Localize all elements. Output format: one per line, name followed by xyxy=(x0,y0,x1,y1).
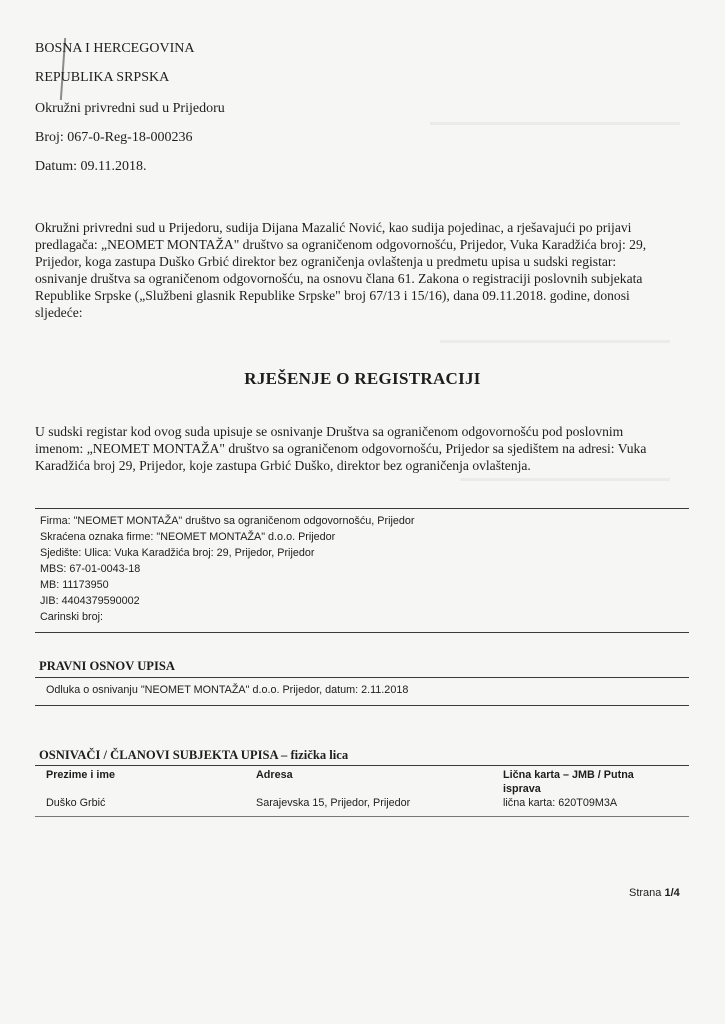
divider xyxy=(35,632,689,633)
court-name: Okružni privredni sud u Prijedoru xyxy=(35,101,225,116)
country-name: BOSNA I HERCEGOVINA xyxy=(35,41,195,56)
divider xyxy=(35,765,689,766)
company-short-name: Skraćena oznaka firme: "NEOMET MONTAŽA" d.o.o. Prijedor xyxy=(40,531,336,543)
decision-line: imenom: „NEOMET MONTAŽA" društvo sa ograničenom odgovornošću, Prijedor sa sjedištem na adresi: Vuka xyxy=(35,441,647,456)
intro-line: Republike Srpske („Službeni glasnik Republike Srpske" broj 67/13 i 15/16), dana 09.11.2018. godine, donosi xyxy=(35,288,630,303)
divider xyxy=(35,705,689,706)
divider xyxy=(35,816,689,817)
founder-address: Sarajevska 15, Prijedor, Prijedor xyxy=(256,797,411,809)
intro-line: predlagača: „NEOMET MONTAŽA" društvo sa ograničenom odgovornošću, Prijedor, Vuka Karadžića broj: 29, xyxy=(35,237,647,252)
company-customs-number: Carinski broj: xyxy=(40,611,103,623)
decision-line: U sudski registar kod ovog suda upisuje se osnivanje Društva sa ograničenom odgovornošću pod poslovnim xyxy=(35,424,624,439)
bleed-through-mark xyxy=(430,122,680,125)
page-number xyxy=(629,887,680,899)
divider xyxy=(35,677,689,678)
intro-line: Okružni privredni sud u Prijedoru, sudija Dijana Mazalić Nović, kao sudija pojedinac, a rješavajući po prijavi xyxy=(35,220,632,235)
founders-heading: OSNIVAČI / ČLANOVI SUBJEKTA UPISA – fizička lica xyxy=(39,748,349,762)
column-header-id: Lična karta – JMB / Putna xyxy=(503,769,634,781)
column-header-address: Adresa xyxy=(256,769,293,781)
entity-name: REPUBLIKA SRPSKA xyxy=(35,70,170,85)
company-mb: MB: 11173950 xyxy=(40,579,109,591)
company-jib: JIB: 4404379590002 xyxy=(40,595,140,607)
intro-paragraph xyxy=(35,219,688,321)
intro-line: Prijedor, koga zastupa Duško Grbić direktor bez ograničenja ovlaštenja u predmetu upisa u sudski registar: xyxy=(35,254,617,269)
page-label: Strana xyxy=(629,887,665,899)
founder-name: Duško Grbić xyxy=(46,797,106,809)
decision-title: RJEŠENJE O REGISTRACIJI xyxy=(244,369,481,388)
founder-id: lična karta: 620T09M3A xyxy=(503,797,618,809)
divider xyxy=(35,508,689,509)
case-number: Broj: 067-0-Reg-18-000236 xyxy=(35,130,193,145)
company-name: Firma: "NEOMET MONTAŽA" društvo sa ograničenom odgovornošću, Prijedor xyxy=(40,515,415,527)
page-count: 1/4 xyxy=(664,887,680,899)
decision-paragraph xyxy=(35,423,688,474)
legal-basis-text: Odluka o osnivanju "NEOMET MONTAŽA" d.o.o. Prijedor, datum: 2.11.2018 xyxy=(46,684,409,696)
bleed-through-mark xyxy=(440,340,670,343)
company-seat: Sjedište: Ulica: Vuka Karadžića broj: 29, Prijedor, Prijedor xyxy=(40,547,315,559)
company-mbs: MBS: 67-01-0043-18 xyxy=(40,563,141,575)
intro-line: osnivanje društva sa ograničenom odgovornošću, na osnovu člana 61. Zakona o registraciji poslovnih subjekata xyxy=(35,271,643,286)
column-header-id-continued: isprava xyxy=(503,783,541,795)
intro-line: sljedeće: xyxy=(35,305,83,320)
document-date: Datum: 09.11.2018. xyxy=(35,159,147,174)
column-header-name: Prezime i ime xyxy=(46,769,116,781)
legal-basis-heading: PRAVNI OSNOV UPISA xyxy=(39,659,175,673)
bleed-through-mark xyxy=(460,478,670,481)
decision-line: Karadžića broj 29, Prijedor, koje zastupa Grbić Duško, direktor bez ograničenja ovlaštenja. xyxy=(35,458,531,473)
